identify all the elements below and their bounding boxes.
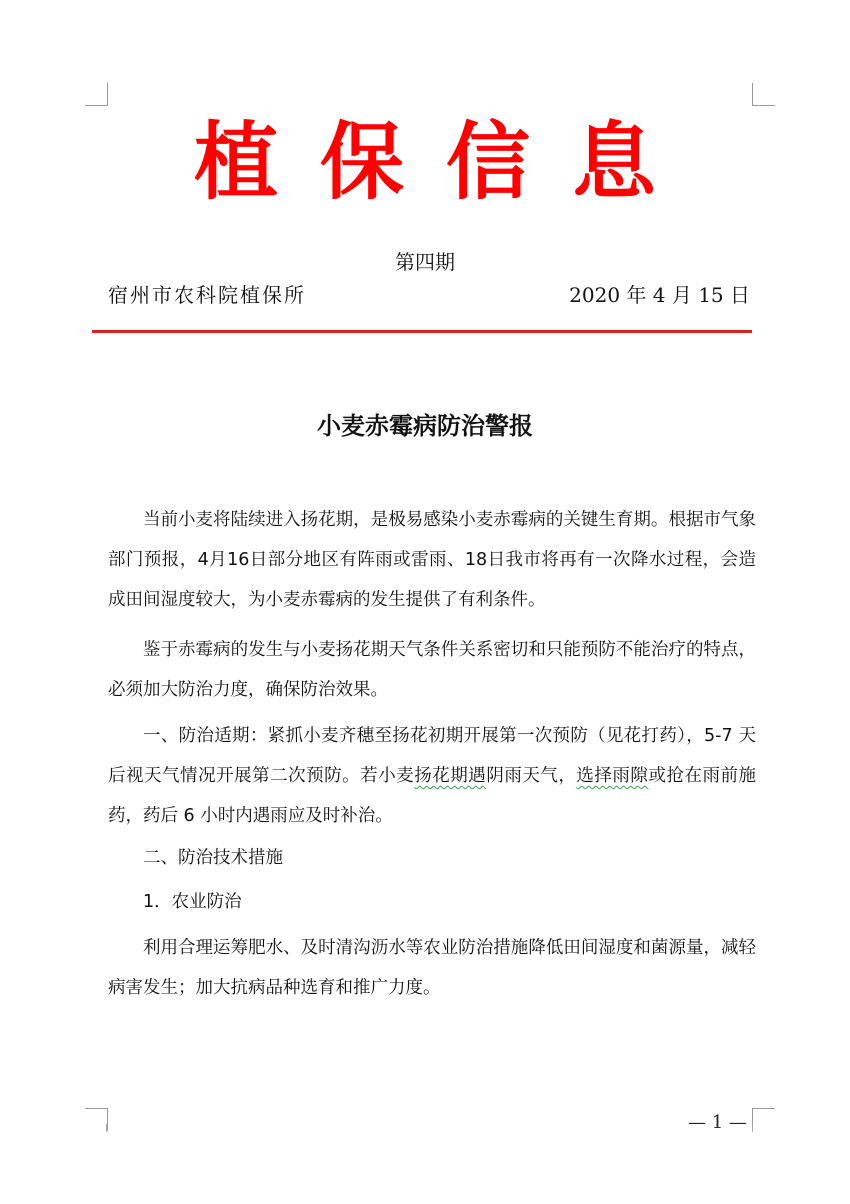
crop-mark-top-right bbox=[752, 83, 775, 106]
grammar-flag-1[interactable]: 扬花期遇 bbox=[414, 766, 487, 786]
timing-text-2: 阴雨天气， bbox=[486, 766, 577, 786]
crop-mark-bottom-left bbox=[85, 1108, 108, 1131]
masthead-title: 植保信息 bbox=[193, 112, 698, 211]
red-divider-line bbox=[92, 330, 752, 333]
subheading-agricultural-control: 1．农业防治 bbox=[143, 892, 242, 912]
grammar-flag-2[interactable]: 选择雨隙 bbox=[576, 766, 649, 786]
article-body bbox=[108, 500, 756, 1008]
footer-tick-right bbox=[752, 1124, 753, 1132]
crop-mark-bottom-right bbox=[752, 1108, 775, 1131]
crop-mark-top-left bbox=[85, 83, 108, 106]
paragraph-timing bbox=[108, 716, 756, 836]
issue-date: 2020 年 4 月 15 日 bbox=[569, 283, 750, 307]
page-number: — 1 — bbox=[688, 1112, 747, 1133]
paragraph-intro: 当前小麦将陆续进入扬花期，是极易感染小麦赤霉病的关键生育期。根据市气象部门预报，4月16日部分地区有阵雨或雷雨、18日我市将再有一次降水过程，会造成田间湿度较大，为小麦赤霉病的发生提供了有利条件。 bbox=[108, 510, 756, 610]
article-title: 小麦赤霉病防治警报 bbox=[317, 412, 533, 440]
paragraph-rationale: 鉴于赤霉病的发生与小麦扬花期天气条件关系密切和只能预防不能治疗的特点，必须加大防治力度，确保防治效果。 bbox=[108, 640, 756, 700]
section-heading-techniques: 二、防治技术措施 bbox=[143, 848, 283, 868]
footer-tick-left bbox=[106, 1124, 107, 1132]
organization-name: 宿州市农科院植保所 bbox=[108, 283, 306, 307]
paragraph-agricultural-control: 利用合理运筹肥水、及时清沟沥水等农业防治措施降低田间湿度和菌源量，减轻病害发生；加大抗病品种选育和推广力度。 bbox=[108, 938, 756, 998]
issue-number: 第四期 bbox=[395, 250, 455, 274]
timing-text-3: 或抢在雨前施药，药后 6 小时内遇雨应及时补治。 bbox=[108, 766, 757, 826]
timing-text-1: 一、防治适期：紧抓小麦齐穗至扬花初期开展第一次预防（见花打药），5-7 天后视天气情况开展第二次预防。若小麦 bbox=[108, 726, 756, 786]
